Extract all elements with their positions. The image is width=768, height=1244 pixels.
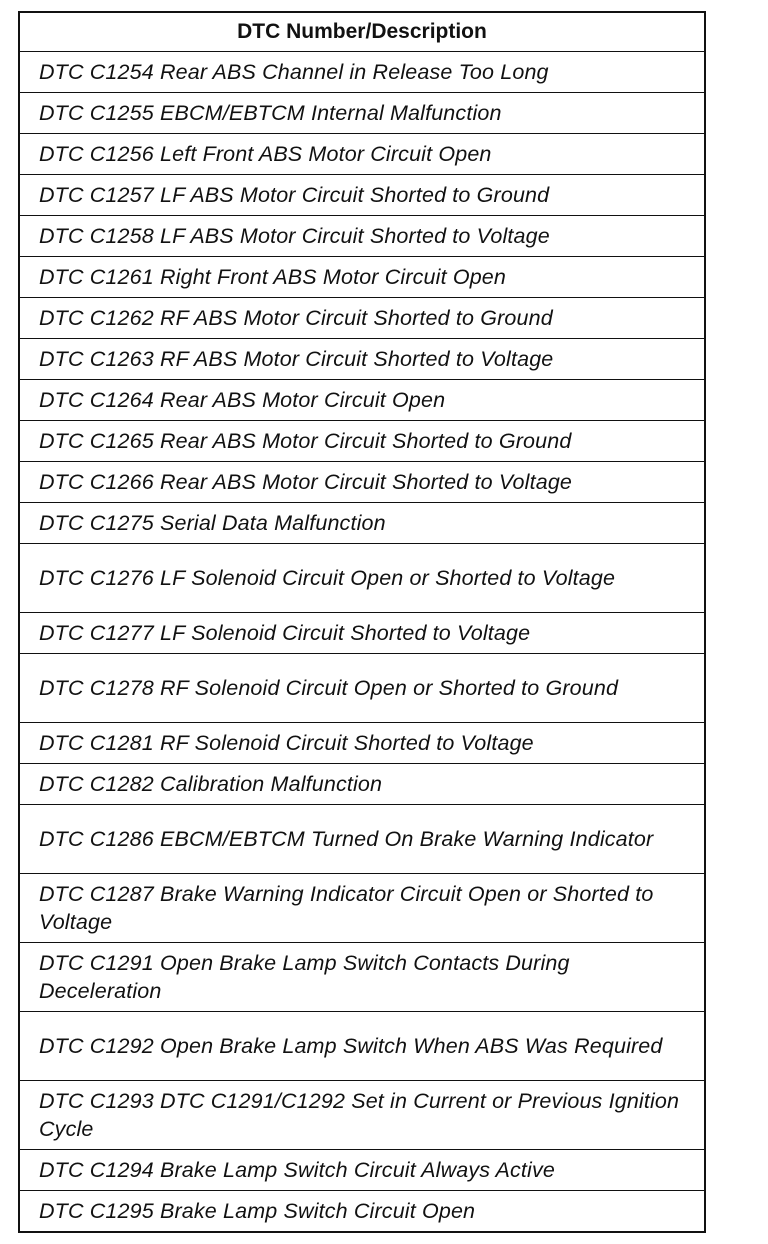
table-row bbox=[19, 380, 705, 421]
dtc-description-cell: DTC C1266 Rear ABS Motor Circuit Shorted to Voltage bbox=[19, 462, 705, 503]
dtc-description-cell: DTC C1291 Open Brake Lamp Switch Contacts During Deceleration bbox=[19, 943, 705, 1012]
dtc-description-cell: DTC C1294 Brake Lamp Switch Circuit Always Active bbox=[19, 1150, 705, 1191]
dtc-description-cell: DTC C1292 Open Brake Lamp Switch When ABS Was Required bbox=[19, 1012, 705, 1081]
dtc-description-cell: DTC C1256 Left Front ABS Motor Circuit Open bbox=[19, 134, 705, 175]
table-row bbox=[19, 503, 705, 544]
column-header-dtc-description: DTC Number/Description bbox=[19, 12, 705, 52]
table-row bbox=[19, 462, 705, 503]
dtc-description-cell: DTC C1262 RF ABS Motor Circuit Shorted to Ground bbox=[19, 298, 705, 339]
table-row bbox=[19, 723, 705, 764]
table-row bbox=[19, 613, 705, 654]
dtc-description-cell: DTC C1282 Calibration Malfunction bbox=[19, 764, 705, 805]
table-row bbox=[19, 175, 705, 216]
dtc-description-cell: DTC C1257 LF ABS Motor Circuit Shorted to Ground bbox=[19, 175, 705, 216]
table-row bbox=[19, 52, 705, 93]
table-row bbox=[19, 1081, 705, 1150]
dtc-table bbox=[18, 11, 706, 1233]
dtc-description-cell: DTC C1281 RF Solenoid Circuit Shorted to Voltage bbox=[19, 723, 705, 764]
dtc-description-cell: DTC C1275 Serial Data Malfunction bbox=[19, 503, 705, 544]
dtc-description-cell: DTC C1293 DTC C1291/C1292 Set in Current or Previous Ignition Cycle bbox=[19, 1081, 705, 1150]
table-row bbox=[19, 257, 705, 298]
table-row bbox=[19, 1191, 705, 1233]
table-row bbox=[19, 339, 705, 380]
dtc-description-cell: DTC C1255 EBCM/EBTCM Internal Malfunction bbox=[19, 93, 705, 134]
dtc-description-cell: DTC C1265 Rear ABS Motor Circuit Shorted to Ground bbox=[19, 421, 705, 462]
dtc-description-cell: DTC C1286 EBCM/EBTCM Turned On Brake Warning Indicator bbox=[19, 805, 705, 874]
table-body bbox=[19, 52, 705, 1233]
table-row bbox=[19, 544, 705, 613]
table-row bbox=[19, 1012, 705, 1081]
dtc-description-cell: DTC C1264 Rear ABS Motor Circuit Open bbox=[19, 380, 705, 421]
table-row bbox=[19, 874, 705, 943]
dtc-description-cell: DTC C1277 LF Solenoid Circuit Shorted to Voltage bbox=[19, 613, 705, 654]
dtc-description-cell: DTC C1287 Brake Warning Indicator Circuit Open or Shorted to Voltage bbox=[19, 874, 705, 943]
table-header-row bbox=[19, 12, 705, 52]
table-row bbox=[19, 134, 705, 175]
dtc-description-cell: DTC C1278 RF Solenoid Circuit Open or Shorted to Ground bbox=[19, 654, 705, 723]
dtc-description-cell: DTC C1263 RF ABS Motor Circuit Shorted to Voltage bbox=[19, 339, 705, 380]
dtc-description-cell: DTC C1295 Brake Lamp Switch Circuit Open bbox=[19, 1191, 705, 1233]
table-row bbox=[19, 654, 705, 723]
table-row bbox=[19, 298, 705, 339]
table-row bbox=[19, 216, 705, 257]
dtc-description-cell: DTC C1254 Rear ABS Channel in Release Too Long bbox=[19, 52, 705, 93]
table-row bbox=[19, 943, 705, 1012]
dtc-description-cell: DTC C1258 LF ABS Motor Circuit Shorted to Voltage bbox=[19, 216, 705, 257]
table-row bbox=[19, 93, 705, 134]
table-row bbox=[19, 1150, 705, 1191]
table-row bbox=[19, 764, 705, 805]
table-row bbox=[19, 421, 705, 462]
table-row bbox=[19, 805, 705, 874]
dtc-description-cell: DTC C1261 Right Front ABS Motor Circuit Open bbox=[19, 257, 705, 298]
dtc-description-cell: DTC C1276 LF Solenoid Circuit Open or Shorted to Voltage bbox=[19, 544, 705, 613]
